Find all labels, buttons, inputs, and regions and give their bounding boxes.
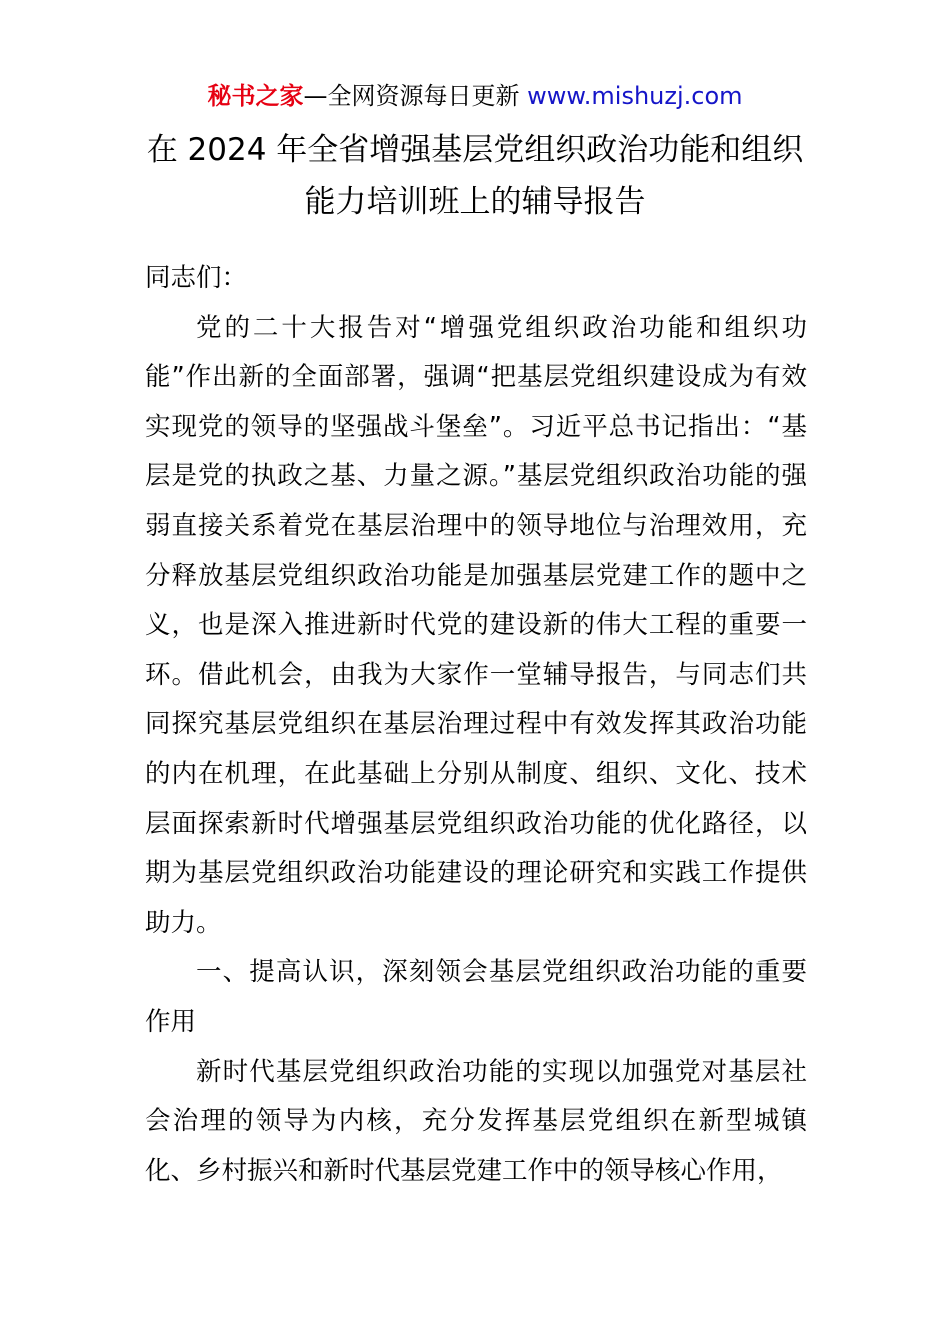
paragraph-intro: 党的二十大报告对“增强党组织政治功能和组织功能”作出新的全面部署，强调“把基层党组织建设成为有效实现党的领导的坚强战斗堡垒”。习近平总书记指出：“基层是党的执政之基、力量之源。”基层党组织政治功能的强弱直接关系着党在基层治理中的领导地位与治理效用，充分释放基层党组织政治功能是加强基层党建工作的题中之义，也是深入推进新时代党的建设新的伟大工程的重要一环。借此机会，由我为大家作一堂辅导报告，与同志们共同探究基层党组织在基层治理过程中有效发挥其政治功能的内在机理，在此基础上分别从制度、组织、文化、技术层面探索新时代增强基层党组织政治功能的优化路径，以期为基层党组织政治功能建设的理论研究和实践工作提供助力。	[145, 312, 807, 938]
document-title-line-1: 在 2024 年全省增强基层党组织政治功能和组织	[146, 132, 804, 168]
document-title-line-2: 能力培训班上的辅导报告	[304, 184, 646, 220]
site-url-link[interactable]: www.mishuzj.com	[527, 82, 743, 110]
greeting: 同志们：	[145, 263, 248, 293]
site-header	[0, 80, 950, 112]
document-body	[145, 254, 807, 1196]
site-slogan: —全网资源每日更新	[303, 82, 528, 110]
document-title	[140, 124, 810, 228]
section-heading-1: 一、提高认识，深刻领会基层党组织政治功能的重要作用	[145, 957, 807, 1037]
paragraph-section-1: 新时代基层党组织政治功能的实现以加强党对基层社会治理的领导为内核，充分发挥基层党组织在新型城镇化、乡村振兴和新时代基层党建工作中的领导核心作用，	[145, 1056, 807, 1186]
site-brand: 秘书之家	[207, 82, 304, 110]
